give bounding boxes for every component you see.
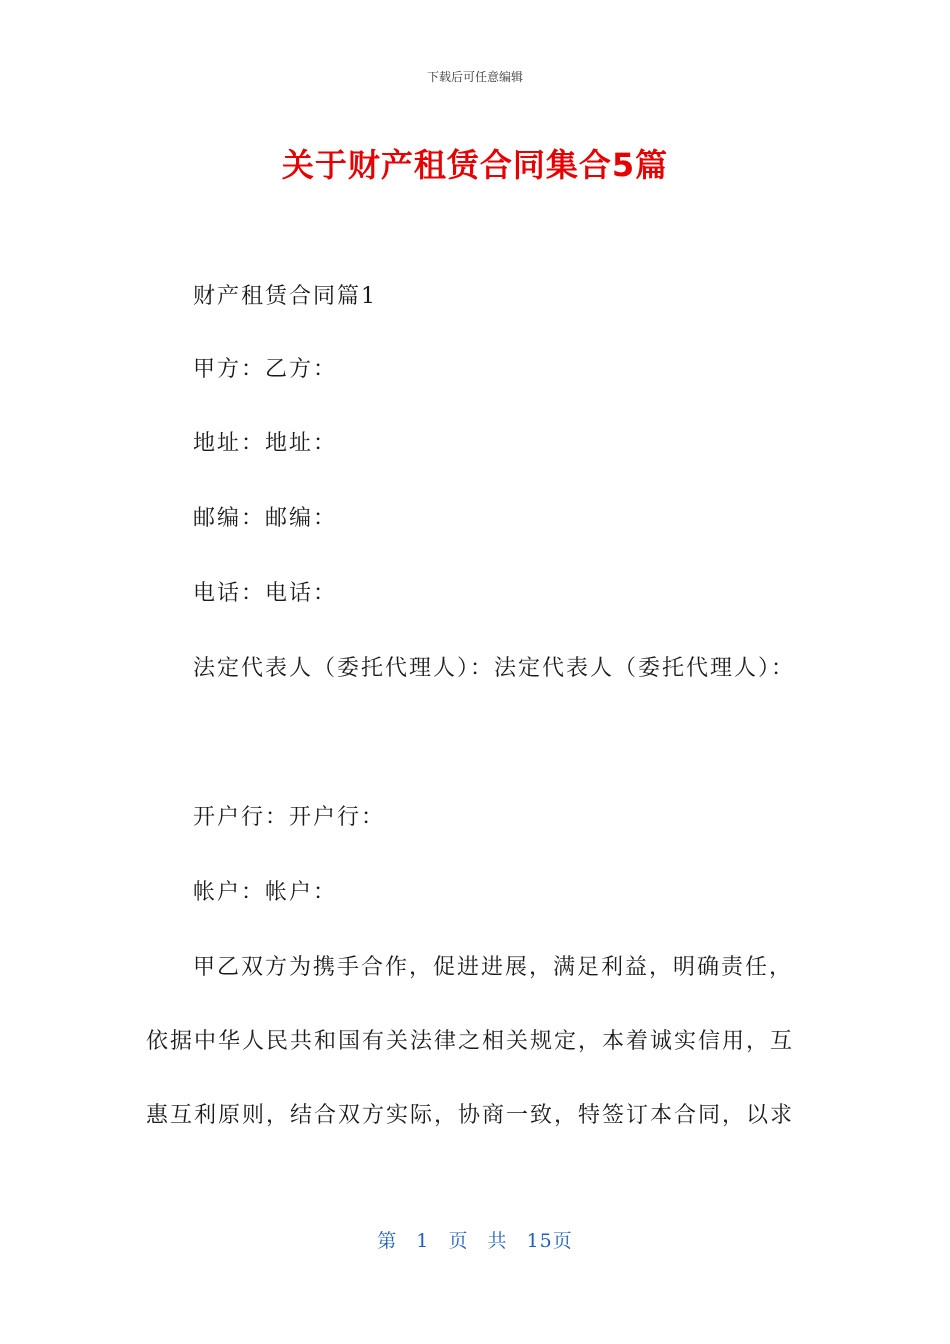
page-footer	[0, 1226, 950, 1253]
footer-total-pages: 15页	[526, 1230, 573, 1252]
paragraph-body-line-2: 依据中华人民共和国有关法律之相关规定，本着诚实信用，互	[146, 1029, 795, 1054]
footer-prefix: 第	[377, 1230, 398, 1252]
paragraph-body-line-1: 甲乙双方为携手合作，促进进展，满足利益，明确责任，	[193, 955, 794, 980]
footer-current-page: 1	[416, 1230, 430, 1252]
paragraph-legal-representative: 法定代表人（委托代理人）：法定代表人（委托代理人）：	[193, 656, 796, 681]
paragraph-body-line-3: 惠互利原则，结合双方实际，协商一致，特签订本合同，以求	[146, 1103, 795, 1128]
paragraph-bank: 开户行：开户行：	[193, 805, 386, 830]
paragraph-party-names: 甲方：乙方：	[193, 357, 338, 382]
paragraph-postcode: 邮编：邮编：	[193, 506, 338, 531]
header-note: 下载后可任意编辑	[426, 70, 523, 84]
footer-page-word: 页	[448, 1230, 469, 1252]
paragraph-section-heading: 财产租赁合同篇1	[193, 284, 377, 309]
footer-total-word: 共	[487, 1230, 508, 1252]
paragraph-account: 帐户：帐户：	[193, 880, 338, 905]
paragraph-address: 地址：地址：	[193, 431, 338, 456]
paragraph-phone: 电话：电话：	[193, 581, 338, 606]
document-title: 关于财产租赁合同集合5篇	[281, 146, 669, 184]
